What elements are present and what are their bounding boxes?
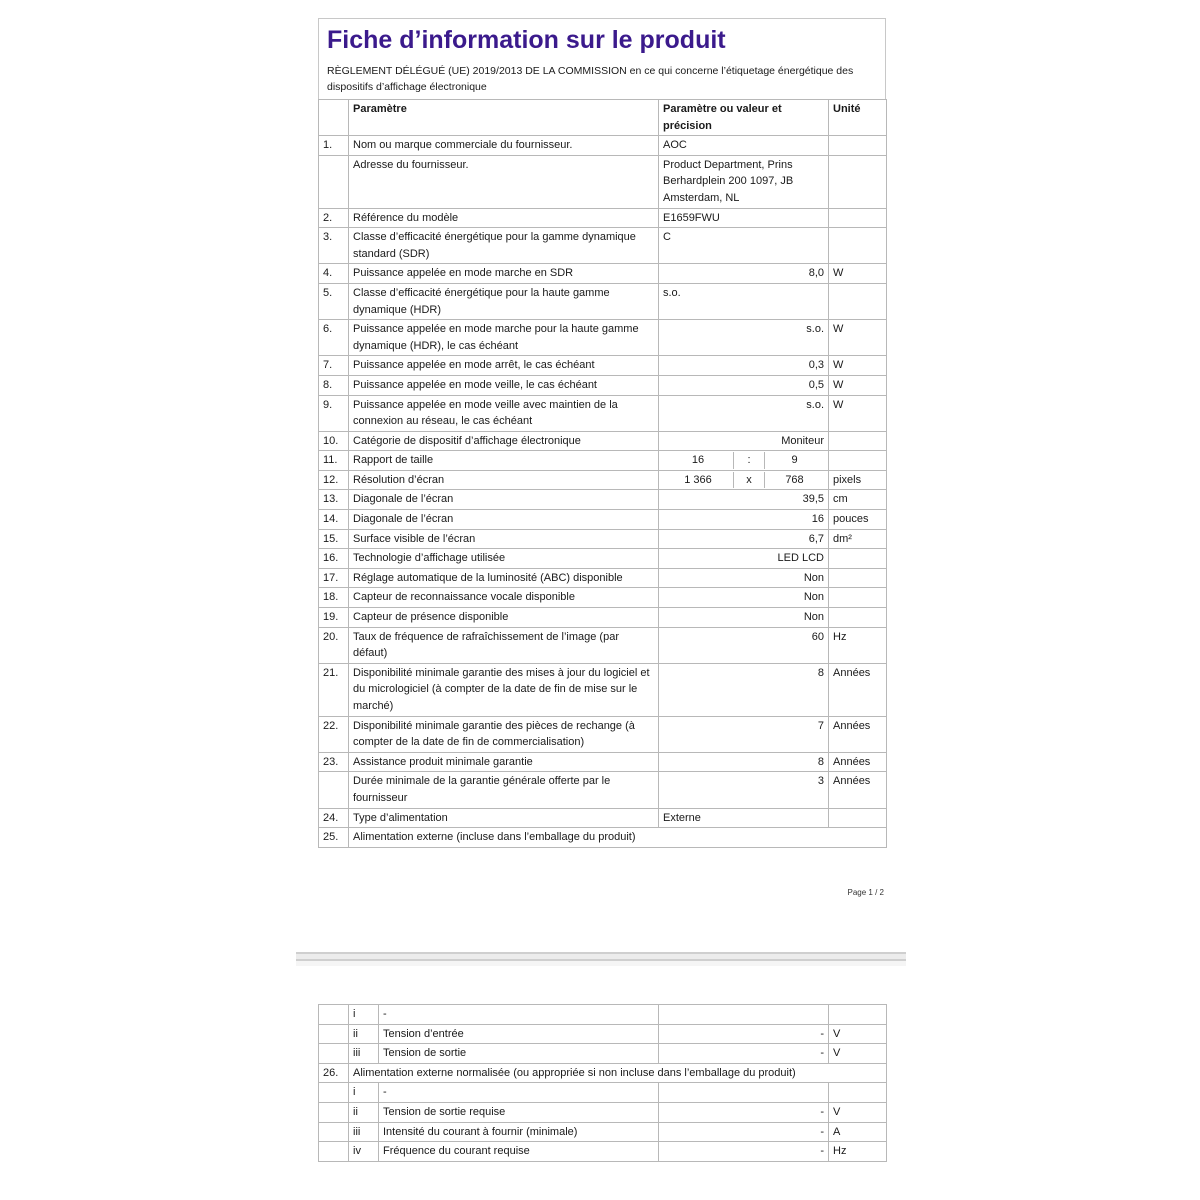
sub-row-number: iii [349, 1122, 379, 1142]
row-value: Non [659, 608, 829, 628]
row-number: 3. [319, 228, 349, 264]
row-parameter: Puissance appelée en mode marche en SDR [349, 264, 659, 284]
sub-row-unit [829, 1005, 887, 1025]
row-parameter: Alimentation externe (incluse dans l’emballage du produit) [349, 828, 887, 848]
row-value: 8 [659, 752, 829, 772]
table-row [319, 510, 887, 530]
row-parameter: Surface visible de l’écran [349, 529, 659, 549]
row-value: LED LCD [659, 549, 829, 569]
sub-row-unit [829, 1083, 887, 1103]
row-number: 25. [319, 828, 349, 848]
row-value: 6,7 [659, 529, 829, 549]
row-parameter: Assistance produit minimale garantie [349, 752, 659, 772]
row-parameter: Catégorie de dispositif d’affichage électronique [349, 431, 659, 451]
row-unit [829, 568, 887, 588]
row-unit: Années [829, 772, 887, 808]
row-unit: W [829, 320, 887, 356]
row-parameter: Nom ou marque commerciale du fournisseur. [349, 136, 659, 156]
header-num-cell [319, 100, 349, 136]
sub-row-parameter: Intensité du courant à fournir (minimale) [379, 1122, 659, 1142]
sub-row-parameter: Tension d’entrée [379, 1024, 659, 1044]
table-row [319, 375, 887, 395]
sub-row-value: - [659, 1044, 829, 1064]
row-unit [829, 136, 887, 156]
row-unit [829, 155, 887, 208]
product-info-table [318, 99, 887, 848]
page-number: Page 1 / 2 [847, 888, 884, 897]
row-number: 8. [319, 375, 349, 395]
row-unit [829, 431, 887, 451]
sub-table-row [319, 1083, 887, 1103]
row-parameter: Durée minimale de la garantie générale offerte par le fournisseur [349, 772, 659, 808]
row-parameter: Alimentation externe normalisée (ou appropriée si non incluse dans l’emballage du produit) [349, 1063, 887, 1083]
row-parameter: Diagonale de l’écran [349, 510, 659, 530]
sub-row-parameter: Fréquence du courant requise [379, 1142, 659, 1162]
row-value: s.o. [659, 320, 829, 356]
table-row [319, 431, 887, 451]
table-row [319, 1063, 887, 1083]
row-value: E1659FWU [659, 208, 829, 228]
sub-table-row [319, 1102, 887, 1122]
row-unit [829, 588, 887, 608]
row-number: 19. [319, 608, 349, 628]
row-parameter: Adresse du fournisseur. [349, 155, 659, 208]
row-value-part: 16 [691, 454, 705, 467]
row-parameter: Classe d’efficacité énergétique pour la gamme dynamique standard (SDR) [349, 228, 659, 264]
row-number: 5. [319, 283, 349, 319]
row-unit: pixels [829, 470, 887, 490]
document-page-1 [318, 18, 886, 897]
sub-row-value: - [659, 1102, 829, 1122]
row-number: 7. [319, 356, 349, 376]
row-parameter: Taux de fréquence de rafraîchissement de l’image (par défaut) [349, 627, 659, 663]
row-value: Non [659, 568, 829, 588]
sub-row-number: i [349, 1083, 379, 1103]
row-parameter: Classe d’efficacité énergétique pour la haute gamme dynamique (HDR) [349, 283, 659, 319]
row-value: Externe [659, 808, 829, 828]
row-value-part: : [733, 452, 765, 469]
row-number: 16. [319, 549, 349, 569]
row-unit [829, 808, 887, 828]
table-row [319, 608, 887, 628]
row-value-part: x [733, 472, 765, 489]
row-unit [829, 208, 887, 228]
row-value-split [659, 470, 829, 490]
table-row [319, 663, 887, 716]
row-unit [829, 549, 887, 569]
row-indent [319, 1142, 349, 1162]
row-number: 11. [319, 451, 349, 471]
sub-row-number: iii [349, 1044, 379, 1064]
row-number: 21. [319, 663, 349, 716]
table-row [319, 228, 887, 264]
row-value: 39,5 [659, 490, 829, 510]
table-row [319, 568, 887, 588]
row-value: 0,5 [659, 375, 829, 395]
product-info-table-continued [318, 1004, 887, 1162]
header-param: Paramètre [349, 100, 659, 136]
row-indent [319, 1122, 349, 1142]
row-parameter: Résolution d’écran [349, 470, 659, 490]
header-value: Paramètre ou valeur et précision [659, 100, 829, 136]
row-number: 6. [319, 320, 349, 356]
row-number: 2. [319, 208, 349, 228]
row-unit [829, 228, 887, 264]
table-row [319, 136, 887, 156]
row-unit: cm [829, 490, 887, 510]
row-number [319, 772, 349, 808]
sub-row-unit: V [829, 1102, 887, 1122]
header-unit: Unité [829, 100, 887, 136]
row-number: 23. [319, 752, 349, 772]
row-parameter: Type d’alimentation [349, 808, 659, 828]
document-title: Fiche d’information sur le produit [318, 18, 886, 58]
row-number: 13. [319, 490, 349, 510]
table-row [319, 356, 887, 376]
row-unit: dm² [829, 529, 887, 549]
row-number: 20. [319, 627, 349, 663]
row-number: 4. [319, 264, 349, 284]
sub-table-row [319, 1005, 887, 1025]
row-value: 3 [659, 772, 829, 808]
row-number: 9. [319, 395, 349, 431]
row-value-split [659, 451, 829, 471]
table-row [319, 470, 887, 490]
sub-row-value [659, 1083, 829, 1103]
row-parameter: Disponibilité minimale garantie des pièces de rechange (à compter de la date de fin de commercialisation) [349, 716, 659, 752]
table-row [319, 627, 887, 663]
row-value: s.o. [659, 283, 829, 319]
row-value: AOC [659, 136, 829, 156]
sub-row-unit: V [829, 1024, 887, 1044]
sub-row-value: - [659, 1122, 829, 1142]
table-row [319, 588, 887, 608]
table-row [319, 808, 887, 828]
row-parameter: Puissance appelée en mode veille avec maintien de la connexion au réseau, le cas échéant [349, 395, 659, 431]
row-value: C [659, 228, 829, 264]
row-number: 14. [319, 510, 349, 530]
row-parameter: Disponibilité minimale garantie des mises à jour du logiciel et du micrologiciel (à compter de la date de fin de mise sur le marché) [349, 663, 659, 716]
row-parameter: Rapport de taille [349, 451, 659, 471]
row-unit: W [829, 395, 887, 431]
row-unit: Hz [829, 627, 887, 663]
row-unit: pouces [829, 510, 887, 530]
row-unit [829, 608, 887, 628]
regulation-subtitle: RÈGLEMENT DÉLÉGUÉ (UE) 2019/2013 DE LA COMMISSION en ce qui concerne l’étiquetage énergétique des dispositifs d’affichage électronique [318, 58, 886, 99]
table-row [319, 208, 887, 228]
row-unit [829, 283, 887, 319]
sub-row-value [659, 1005, 829, 1025]
table-row [319, 490, 887, 510]
row-number: 12. [319, 470, 349, 490]
table-row [319, 264, 887, 284]
row-unit: Années [829, 663, 887, 716]
row-parameter: Diagonale de l’écran [349, 490, 659, 510]
row-parameter: Puissance appelée en mode veille, le cas échéant [349, 375, 659, 395]
row-value: 8,0 [659, 264, 829, 284]
row-number: 10. [319, 431, 349, 451]
row-indent [319, 1005, 349, 1025]
row-value: 8 [659, 663, 829, 716]
sub-table-row [319, 1122, 887, 1142]
row-parameter: Technologie d’affichage utilisée [349, 549, 659, 569]
row-parameter: Capteur de présence disponible [349, 608, 659, 628]
row-value: Product Department, Prins Berhardplein 200 1097, JB Amsterdam, NL [659, 155, 829, 208]
sub-row-unit: A [829, 1122, 887, 1142]
table-row [319, 828, 887, 848]
row-value: 16 [659, 510, 829, 530]
page-separator [296, 952, 906, 966]
sub-table-row [319, 1044, 887, 1064]
table-row [319, 752, 887, 772]
sub-row-number: i [349, 1005, 379, 1025]
row-value: 7 [659, 716, 829, 752]
sub-row-number: iv [349, 1142, 379, 1162]
table-row [319, 320, 887, 356]
sub-row-number: ii [349, 1024, 379, 1044]
row-number [319, 155, 349, 208]
row-unit: W [829, 264, 887, 284]
sub-row-parameter: Tension de sortie [379, 1044, 659, 1064]
row-parameter: Puissance appelée en mode arrêt, le cas échéant [349, 356, 659, 376]
table-row [319, 155, 887, 208]
row-number: 24. [319, 808, 349, 828]
row-indent [319, 1083, 349, 1103]
sub-row-value: - [659, 1024, 829, 1044]
row-indent [319, 1102, 349, 1122]
row-indent [319, 1044, 349, 1064]
table-row [319, 716, 887, 752]
row-parameter: Référence du modèle [349, 208, 659, 228]
row-value: Non [659, 588, 829, 608]
sub-row-parameter: - [379, 1005, 659, 1025]
row-value-part: 768 [785, 473, 804, 486]
sub-row-unit: Hz [829, 1142, 887, 1162]
row-value: Moniteur [659, 431, 829, 451]
sub-row-number: ii [349, 1102, 379, 1122]
table-row [319, 395, 887, 431]
row-number: 18. [319, 588, 349, 608]
table-row [319, 451, 887, 471]
row-value-part: 9 [791, 454, 798, 467]
sub-row-value: - [659, 1142, 829, 1162]
row-number: 15. [319, 529, 349, 549]
row-value: s.o. [659, 395, 829, 431]
row-parameter: Capteur de reconnaissance vocale disponible [349, 588, 659, 608]
document-page-2 [318, 1004, 886, 1164]
table-header-row [319, 100, 887, 136]
row-unit: Années [829, 716, 887, 752]
table-row [319, 549, 887, 569]
row-value-part: 1 366 [684, 473, 712, 486]
sub-row-unit: V [829, 1044, 887, 1064]
row-unit: W [829, 356, 887, 376]
row-number: 26. [319, 1063, 349, 1083]
sub-table-row [319, 1024, 887, 1044]
row-number: 22. [319, 716, 349, 752]
sub-table-row [319, 1142, 887, 1162]
row-number: 17. [319, 568, 349, 588]
row-indent [319, 1024, 349, 1044]
row-value: 0,3 [659, 356, 829, 376]
table-row [319, 283, 887, 319]
sub-row-parameter: Tension de sortie requise [379, 1102, 659, 1122]
row-number: 1. [319, 136, 349, 156]
table-row [319, 772, 887, 808]
row-parameter: Puissance appelée en mode marche pour la haute gamme dynamique (HDR), le cas échéant [349, 320, 659, 356]
row-unit: Années [829, 752, 887, 772]
sub-row-parameter: - [379, 1083, 659, 1103]
row-unit: W [829, 375, 887, 395]
row-value: 60 [659, 627, 829, 663]
row-parameter: Réglage automatique de la luminosité (ABC) disponible [349, 568, 659, 588]
table-row [319, 529, 887, 549]
row-unit [829, 451, 887, 471]
